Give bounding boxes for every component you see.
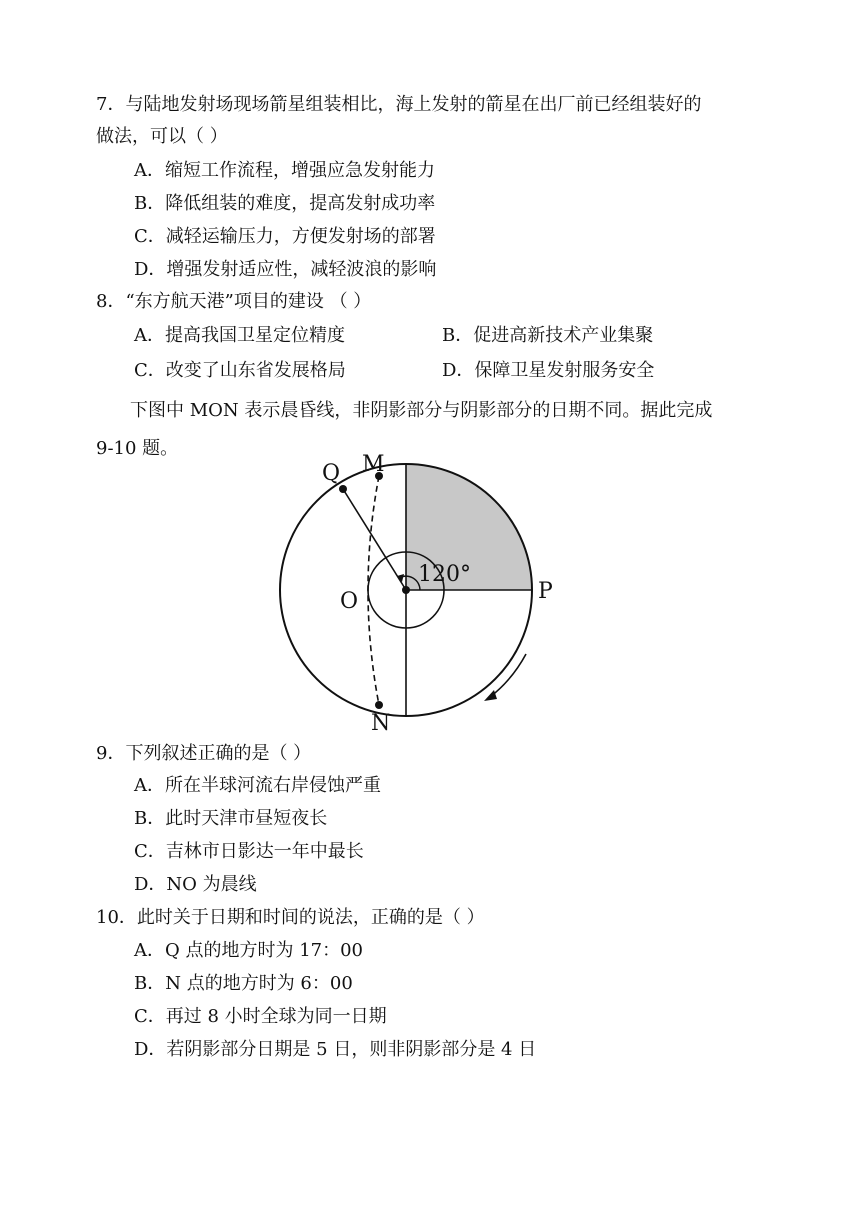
q9-option-d: D．NO 为晨线 bbox=[134, 874, 257, 895]
intro-line2: 9-10 题。 bbox=[96, 438, 179, 459]
oq-line bbox=[343, 489, 406, 590]
q8-stem: 8．“东方航天港”项目的建设 （ ） bbox=[96, 291, 372, 312]
label-p: P bbox=[538, 579, 553, 604]
q7-option-c: C．减轻运输压力，方便发射场的部署 bbox=[134, 226, 436, 247]
q7-option-a: A．缩短工作流程，增强应急发射能力 bbox=[134, 160, 435, 181]
q9-option-b: B．此时天津市昼短夜长 bbox=[134, 808, 328, 829]
q9-option-a: A．所在半球河流右岸侵蚀严重 bbox=[134, 775, 381, 796]
q7-stem-line2: 做法，可以（ ） bbox=[96, 126, 228, 147]
label-q: Q bbox=[322, 461, 341, 486]
q9-option-c: C．吉林市日影达一年中最长 bbox=[134, 841, 364, 862]
q7-option-d: D．增强发射适应性，减轻波浪的影响 bbox=[134, 259, 437, 280]
q8-option-d: D．保障卫星发射服务安全 bbox=[442, 360, 655, 381]
rotation-arrow-head bbox=[484, 690, 497, 701]
q9-stem: 9．下列叙述正确的是（ ） bbox=[96, 743, 312, 764]
rotation-arrow-arc bbox=[490, 654, 526, 697]
q10-option-d: D．若阴影部分日期是 5 日，则非阴影部分是 4 日 bbox=[134, 1039, 537, 1060]
q8-option-b: B．促进高新技术产业集聚 bbox=[442, 325, 654, 346]
terminator-dashed-line bbox=[368, 476, 379, 705]
terminator-figure bbox=[270, 446, 570, 736]
center-dot bbox=[402, 586, 410, 594]
label-o: O bbox=[340, 589, 359, 614]
point-q-dot bbox=[339, 485, 347, 493]
q8-option-c: C．改变了山东省发展格局 bbox=[134, 360, 346, 381]
q10-option-a: A．Q 点的地方时为 17：00 bbox=[134, 940, 364, 961]
intro-line1: 下图中 MON 表示晨昏线，非阴影部分与阴影部分的日期不同。据此完成 bbox=[130, 400, 713, 421]
label-m: M bbox=[362, 452, 385, 477]
label-n: N bbox=[371, 711, 391, 736]
q10-option-c: C．再过 8 小时全球为同一日期 bbox=[134, 1006, 387, 1027]
angle-label: 120° bbox=[418, 562, 471, 587]
q7-stem-line1: 7．与陆地发射场现场箭星组装相比，海上发射的箭星在出厂前已经组装好的 bbox=[96, 94, 702, 115]
point-n-dot bbox=[375, 701, 383, 709]
q10-option-b: B．N 点的地方时为 6：00 bbox=[134, 973, 353, 994]
q10-stem: 10．此时关于日期和时间的说法，正确的是（ ） bbox=[96, 907, 485, 928]
q8-option-a: A．提高我国卫星定位精度 bbox=[134, 325, 345, 346]
q7-option-b: B．降低组装的难度，提高发射成功率 bbox=[134, 193, 436, 214]
